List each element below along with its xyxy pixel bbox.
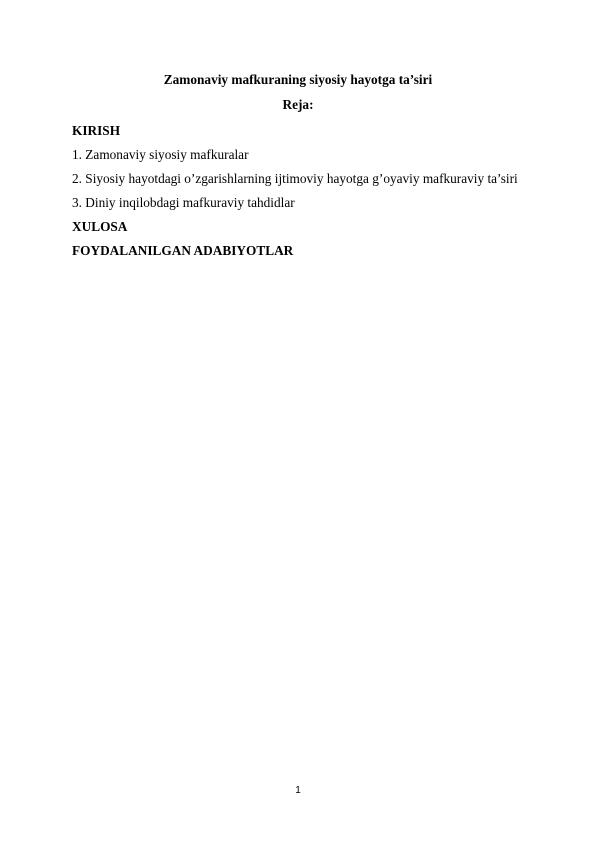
- toc-item-conclusion: XULOSA: [72, 219, 128, 234]
- page-number: 1: [295, 785, 301, 796]
- plan-heading: Reja:: [282, 97, 314, 112]
- table-of-contents: [72, 119, 524, 263]
- toc-item-references: FOYDALANILGAN ADABIYOTLAR: [72, 243, 294, 258]
- toc-item-2: 2. Siyosiy hayotdagi o’zgarishlarning ijtimoviy hayotga g’oyaviy mafkuraviy ta’siri: [72, 171, 518, 186]
- toc-item-3: 3. Diniy inqilobdagi mafkuraviy tahdidlar: [72, 195, 295, 210]
- toc-item-1: 1. Zamonaviy siyosiy mafkuralar: [72, 147, 249, 162]
- document-title: Zamonaviy mafkuraning siyosiy hayotga ta’siri: [163, 72, 433, 87]
- toc-item-introduction: KIRISH: [72, 123, 121, 138]
